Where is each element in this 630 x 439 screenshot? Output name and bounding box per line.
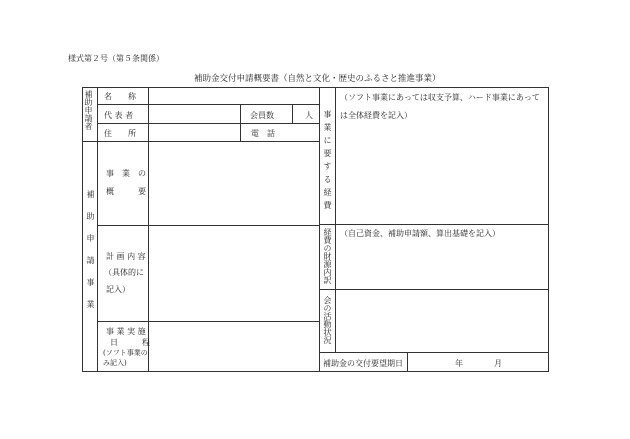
plan-label-3: 記入）: [106, 285, 130, 294]
overview-label-1: 事 業 の: [106, 169, 146, 178]
phone-label: 電 話: [251, 129, 275, 138]
plan-label-2: （具体的に: [104, 268, 144, 277]
address-label: 住 所: [104, 129, 136, 138]
schedule-label-2: 日 程: [110, 338, 150, 347]
project-section-label: 補助申請事業: [86, 190, 95, 322]
schedule-label-3: (ソフト事業の: [103, 349, 148, 357]
activities-label: 会の活動状況: [323, 296, 332, 344]
expenses-label: 事業に要する経費: [323, 110, 332, 214]
requested-month-label: 月: [494, 359, 502, 368]
applicant-section-label: 補助申請者: [84, 90, 93, 130]
members-unit: 人: [305, 111, 313, 120]
expenses-note-1: （ソフト事業にあっては収支予算、ハード事業にあって: [340, 93, 540, 102]
schedule-label-1: 事 業 実 施: [106, 327, 146, 336]
plan-label-1: 計 画 内 容: [106, 252, 146, 261]
funding-label: 経費の財源内訳: [323, 228, 332, 284]
requested-year-label: 年: [455, 359, 463, 368]
members-label: 会員数: [250, 111, 274, 120]
schedule-label-4: み記入): [103, 359, 127, 367]
representative-label: 代 表 者: [104, 111, 134, 120]
expenses-note-2: は全体経費を記入）: [340, 111, 412, 120]
form-number: 様式第２号（第５条関係）: [68, 54, 164, 63]
overview-label-2: 概 要: [106, 187, 146, 196]
requested-date-label: 補助金の交付要望期日: [323, 359, 403, 368]
name-label: 名 称: [104, 92, 136, 101]
funding-note: （自己資金、補助申請額、算出基礎を記入）: [340, 229, 500, 238]
form-title: 補助金交付申請概要書（自然と文化・歴史のふるさと推進事業）: [194, 74, 441, 84]
